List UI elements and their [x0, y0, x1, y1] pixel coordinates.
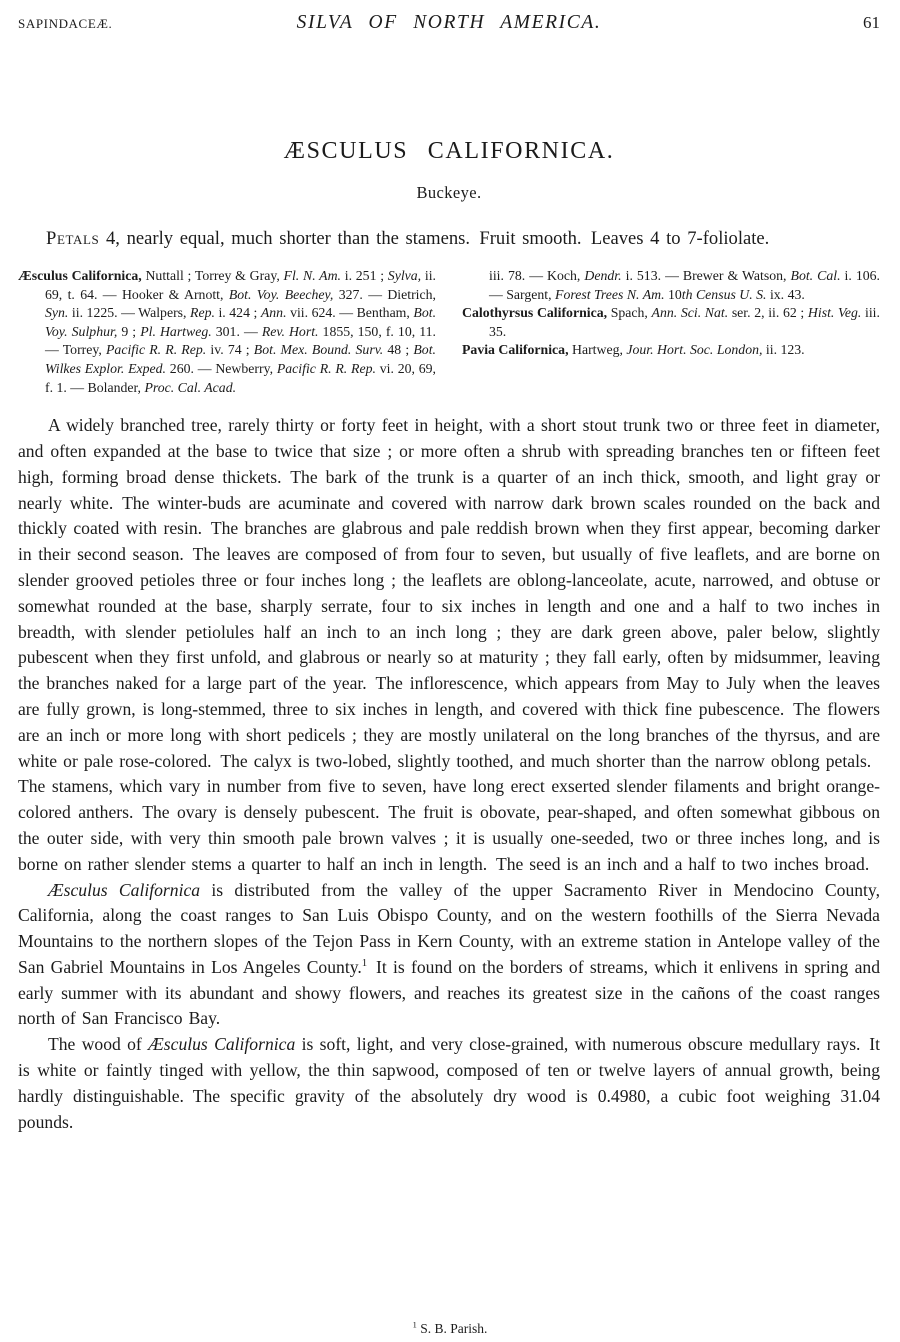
text-segment: is soft, light, and very close-grained, with numerous obscure medullary rays. It is white or faintly tinged with yellow, the thin sapwood, composed of ten or twelve layers of annual growth, being hardly distinguishable. The specific gravity of the absolutely dry wood is 0.4980, a cubic foot weighing 31.04 pounds. — [18, 1034, 880, 1132]
text-segment: Pacific R. R. Rep. — [106, 342, 207, 358]
text-segment: Ann. Sci. Nat. — [651, 305, 729, 321]
text-segment: 48 ; — [383, 342, 414, 358]
text-segment: 1 — [361, 957, 368, 970]
text-segment: Forest Trees N. Am. — [555, 286, 665, 302]
text-segment: ii. 1225. — Walpers, — [68, 305, 191, 321]
text-segment: vii. 624. — Bentham, — [286, 305, 414, 321]
text-segment: Rep. — [190, 305, 215, 321]
text-segment: 260. — Newberry, — [166, 360, 277, 376]
text-segment: 327. — Dietrich, — [333, 286, 436, 302]
text-segment: Spach, — [607, 305, 652, 321]
text-segment: iii. 35. — [489, 305, 880, 339]
running-head-family: SAPINDACEÆ. — [18, 16, 113, 31]
text-segment: Nuttall ; Torrey & Gray, — [141, 268, 284, 283]
text-segment: Fl. N. Am. — [283, 268, 341, 283]
text-segment: S. B. Parish. — [416, 1321, 488, 1336]
text-segment: Petals — [46, 228, 100, 249]
text-segment: ii. 123. — [762, 342, 805, 358]
text-segment: i. 513. — Brewer & Watson, — [621, 268, 791, 283]
text-segment: is distributed from the valley of the upper Sacramento River in Mendocino County, California, along the coast ranges to San Luis Obispo County, and on the western foothills of the Sierra Nevada Mountains to the northern slopes of the Tejon Pass in Kern County, with an extreme station in Antelope valley of the San Gabriel Mountains in Los Angeles County. — [18, 879, 880, 977]
text-segment: iv. 74 ; — [206, 342, 254, 358]
common-name: Buckeye. — [416, 183, 482, 202]
text-segment: 1855, 150, f. 10, 11. — Torrey, — [45, 323, 436, 358]
text-segment: The wood of — [48, 1034, 149, 1055]
synonymy-entry-pavia — [462, 341, 880, 360]
body-paragraph-description — [18, 413, 880, 877]
running-head — [18, 12, 880, 34]
text-segment: ix. 43. — [766, 286, 805, 302]
text-segment: Ann. — [260, 305, 287, 321]
synonymy-left-column — [18, 267, 436, 397]
text-segment: 10 — [664, 286, 682, 302]
text-segment: Syn. — [45, 305, 69, 321]
synonymy-section — [18, 267, 880, 397]
text-segment: 9 ; — [117, 323, 141, 339]
text-segment: i. 424 ; — [214, 305, 261, 321]
text-segment: Pavia Californica, — [462, 342, 569, 358]
text-segment: Calothyrsus Californica, — [462, 305, 608, 321]
text-segment: Proc. Cal. Acad. — [144, 379, 237, 395]
text-segment: iii. 78. — Koch, — [489, 268, 585, 283]
text-segment: 301. — — [211, 323, 262, 339]
text-segment: It is found on the borders of streams, which it enlivens in spring and early summer with its abundant and showy flowers, and reaches its greatest size in the cañons of the coast ranges north of San Francisco Bay. — [18, 956, 880, 1029]
body-paragraph-distribution — [18, 878, 880, 1033]
text-segment: th Census U. S. — [681, 286, 767, 302]
text-segment: Jour. Hort. Soc. London, — [626, 342, 763, 358]
text-segment: ii. 69, t. 64. — Hooker & Arnott, — [45, 268, 436, 302]
synonymy-right-column — [462, 267, 880, 397]
footnote — [0, 1321, 900, 1337]
text-segment: Sylva, — [387, 268, 422, 283]
text-segment: 1 — [412, 1320, 417, 1330]
text-segment: Bot. Mex. Bound. Surv. — [253, 342, 384, 358]
text-segment: Rev. Hort. — [261, 323, 319, 339]
text-segment: i. 106. — Sargent, — [489, 268, 880, 302]
synonymy-entry-calothyrsus — [462, 304, 880, 341]
text-segment: Bot. Wilkes Explor. Exped. — [45, 342, 436, 376]
synonymy-entry-aesculus — [18, 267, 436, 397]
text-segment: Æsculus Californica, — [18, 268, 142, 283]
text-segment: i. 251 ; — [341, 268, 388, 283]
text-segment: Hist. Veg. — [807, 305, 862, 321]
synonymy-entry-continuation — [462, 267, 880, 304]
text-segment: A widely branched tree, rarely thirty or forty feet in height, with a short stout trunk two or three feet in diameter, and often expanded at the base to twice that size ; or more often a shrub with spreading branches ten or fifteen feet high, forming broad dense thickets. The bark of the trunk is a quarter of an inch thick, smooth, and light gray or nearly white. The winter-buds are acuminate and covered with narrow dark brown scales rounded on the back and thickly coated with resin. The branches are glabrous and pale reddish brown when they first appear, becoming darker in their second season. The leaves are composed of from four to seven, but usually of five leaflets, and are borne on slender grooved petioles three or four inches long ; the leaflets are oblong-lanceolate, acute, narrowed, and obtuse or somewhat rounded at the base, sharply serrate, four to six inches in length and one and a half to two inches in breadth, with slender petiolules half an inch to an inch long ; they are dark green above, paler below, slightly pubescent when they first unfold, and glabrous or nearly so at maturity ; they fall early, often by midsummer, leaving the branches naked for a large part of the year. The inflorescence, which appears from May to July when the leaves are fully grown, is long-stemmed, three to six inches in length, and covered with thick fine pubescence. The flowers are an inch or more long with short pedicels ; they are mostly unilateral on the long branches of the thyrsus, and are white or pale rose-colored. The calyx is two-lobed, slightly toothed, and much shorter than the narrow oblong petals. The stamens, which vary in number from five to seven, have long erect exserted slender filaments and bright orange-colored anthers. The ovary is densely pubescent. The fruit is obovate, pear-shaped, and often somewhat gibbous on the outer side, with very thin smooth pale brown valves ; it is usually one-seeded, two or three inches long, and is borne on rather slender stems a quarter to half an inch in length. The seed is an inch and a half to two inches broad. — [18, 415, 880, 874]
text-segment: Bot. Cal. — [790, 268, 841, 283]
text-segment: vi. 20, 69, f. 1. — Bolander, — [45, 360, 436, 395]
running-head-title: SILVA OF NORTH AMERICA. — [296, 12, 602, 33]
text-segment: ser. 2, ii. 62 ; — [728, 305, 808, 321]
page-number: 61 — [863, 13, 880, 32]
species-title: ÆSCULUS CALIFORNICA. — [283, 138, 615, 164]
text-segment: Bot. Voy. Beechey, — [228, 286, 334, 302]
text-segment: Hartweg, — [568, 342, 627, 358]
text-segment: Pacific R. R. Rep. — [276, 360, 376, 376]
body-text — [18, 413, 880, 1135]
body-paragraph-wood — [18, 1032, 880, 1135]
text-segment: Æsculus Californica — [48, 879, 201, 900]
text-segment: Pl. Hartweg. — [140, 323, 212, 339]
text-segment: Æsculus Californica — [148, 1034, 296, 1055]
diagnosis-paragraph — [18, 225, 880, 252]
text-segment: Dendr. — [584, 268, 622, 283]
text-segment: 4, nearly equal, much shorter than the stamens. Fruit smooth. Leaves 4 to 7-foliolate. — [99, 228, 770, 249]
text-segment: Bot. Voy. Sulphur, — [45, 305, 437, 339]
